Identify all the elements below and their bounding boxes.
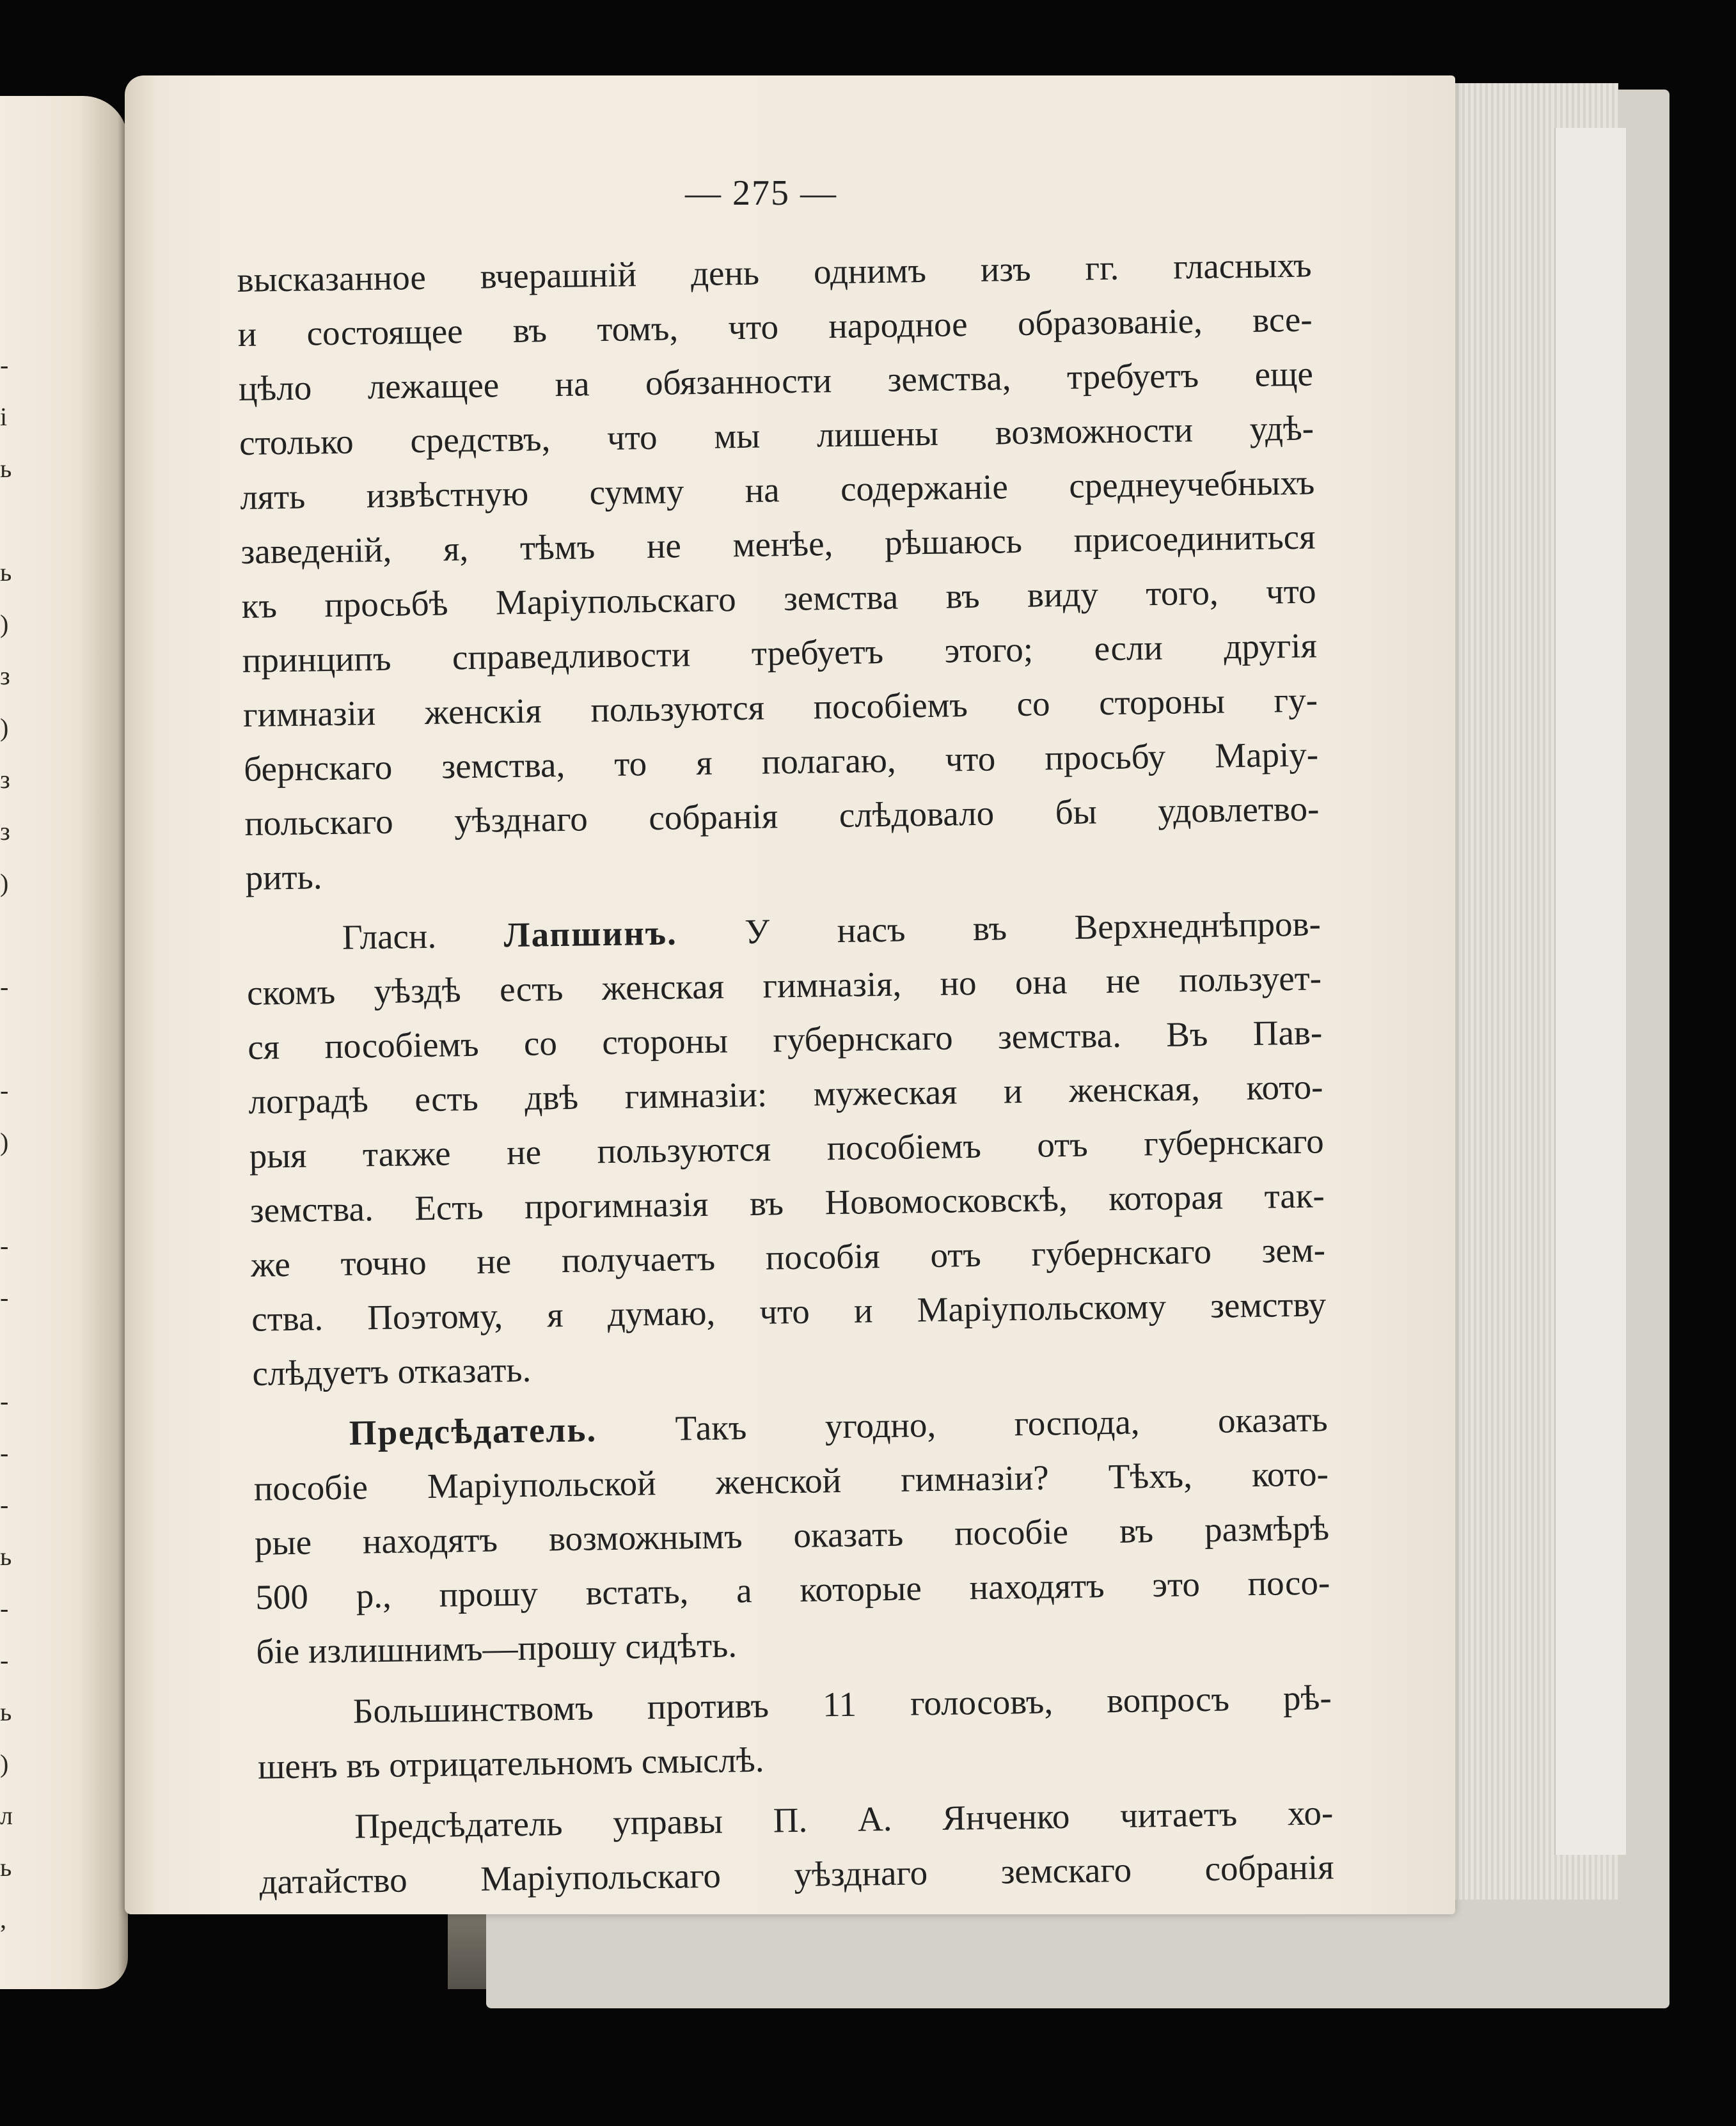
text-line: бернскаго земства, то я полагаю, что просьбу Маріу-	[243, 734, 1319, 789]
text-line: принципъ справедливости требуетъ этого; если другія	[242, 626, 1318, 680]
text-line: ся пособіемъ со стороны губернскаго земства. Въ Пав-	[247, 1012, 1323, 1067]
text-line: къ просьбѣ Маріупольскаго земства въ виду того, что	[241, 571, 1316, 626]
text-line: рить.	[245, 857, 322, 897]
text-line: польскаго уѣзднаго собранія слѣдовало бы удовлетво-	[244, 789, 1320, 843]
page-text	[237, 238, 1334, 1909]
text-line: пособіе Маріупольской женской гимназіи? Тѣхъ, кото-	[253, 1454, 1329, 1508]
text-line: Большинствомъ противъ 11 голосовъ, вопросъ рѣ-	[352, 1678, 1332, 1731]
speaker-name: Предсѣдатель.	[349, 1410, 597, 1453]
text-span: У насъ въ Верхнеднѣпров-	[744, 904, 1322, 952]
text-line: земства. Есть прогимназія въ Новомосковскѣ, которая так-	[249, 1176, 1325, 1230]
paragraph	[256, 1670, 1332, 1793]
text-span: Такъ угодно, господа, оказать	[675, 1399, 1329, 1448]
text-line: рыя также не пользуются пособіемъ отъ губернскаго	[249, 1121, 1324, 1176]
text-line: лять извѣстную сумму на содержаніе среднеучебныхъ	[239, 462, 1315, 517]
text-line: рые находятъ возможнымъ оказать пособіе въ размѣрѣ	[254, 1508, 1330, 1563]
paragraph	[237, 238, 1320, 905]
paragraph	[246, 896, 1327, 1400]
text-line: Предсѣдатель управы П. А. Янченко читаетъ хо-	[354, 1793, 1334, 1846]
text-line: гимназіи женскія пользуются пособіемъ со стороны гу-	[242, 680, 1318, 734]
text-line: 500 р., прошу встать, а которые находятъ это посо-	[255, 1563, 1330, 1617]
book-fore-edge	[1554, 128, 1626, 1855]
left-page-edge-text: - і ь ь ) з ) з з ) - - ) - - - - - ь - - ь ) л ь ,	[0, 350, 13, 1933]
text-line: біе излишнимъ—прошу сидѣть.	[256, 1625, 738, 1671]
page-number: — 275 —	[685, 173, 837, 213]
text-line: и состоящее въ томъ, что народное образованіе, все-	[237, 299, 1313, 354]
text-line: датайство Маріупольскаго уѣзднаго земскаго собранія	[259, 1847, 1334, 1902]
text-line: ства. Поэтому, я думаю, что и Маріупольскому земству	[251, 1284, 1327, 1339]
text-line: лоградѣ есть двѣ гимназіи: мужеская и женская, кото-	[248, 1067, 1323, 1121]
text-line: слѣдуетъ отказать.	[252, 1350, 532, 1393]
paragraph	[258, 1785, 1334, 1909]
paragraph	[253, 1392, 1331, 1678]
text-line: цѣло лежащее на обязанности земства, требуетъ еще	[238, 354, 1314, 408]
text-line: столько средствъ, что мы лишены возможности удѣ-	[239, 408, 1314, 462]
text-line: высказанное вчерашній день однимъ изъ гг. гласныхъ	[237, 245, 1312, 299]
text-line: шенъ въ отрицательномъ смыслѣ.	[257, 1740, 764, 1786]
text-line: заведеній, я, тѣмъ не менѣе, рѣшаюсь присоединиться	[241, 517, 1316, 571]
text-line: скомъ уѣздѣ есть женская гимназія, но она не пользует-	[246, 958, 1322, 1012]
facing-left-page	[0, 96, 128, 1989]
text-line: же точно не получаетъ пособія отъ губернскаго зем-	[250, 1230, 1326, 1284]
speaker-title: Гласн.	[342, 916, 437, 957]
speaker-name: Лапшинъ.	[503, 913, 678, 955]
